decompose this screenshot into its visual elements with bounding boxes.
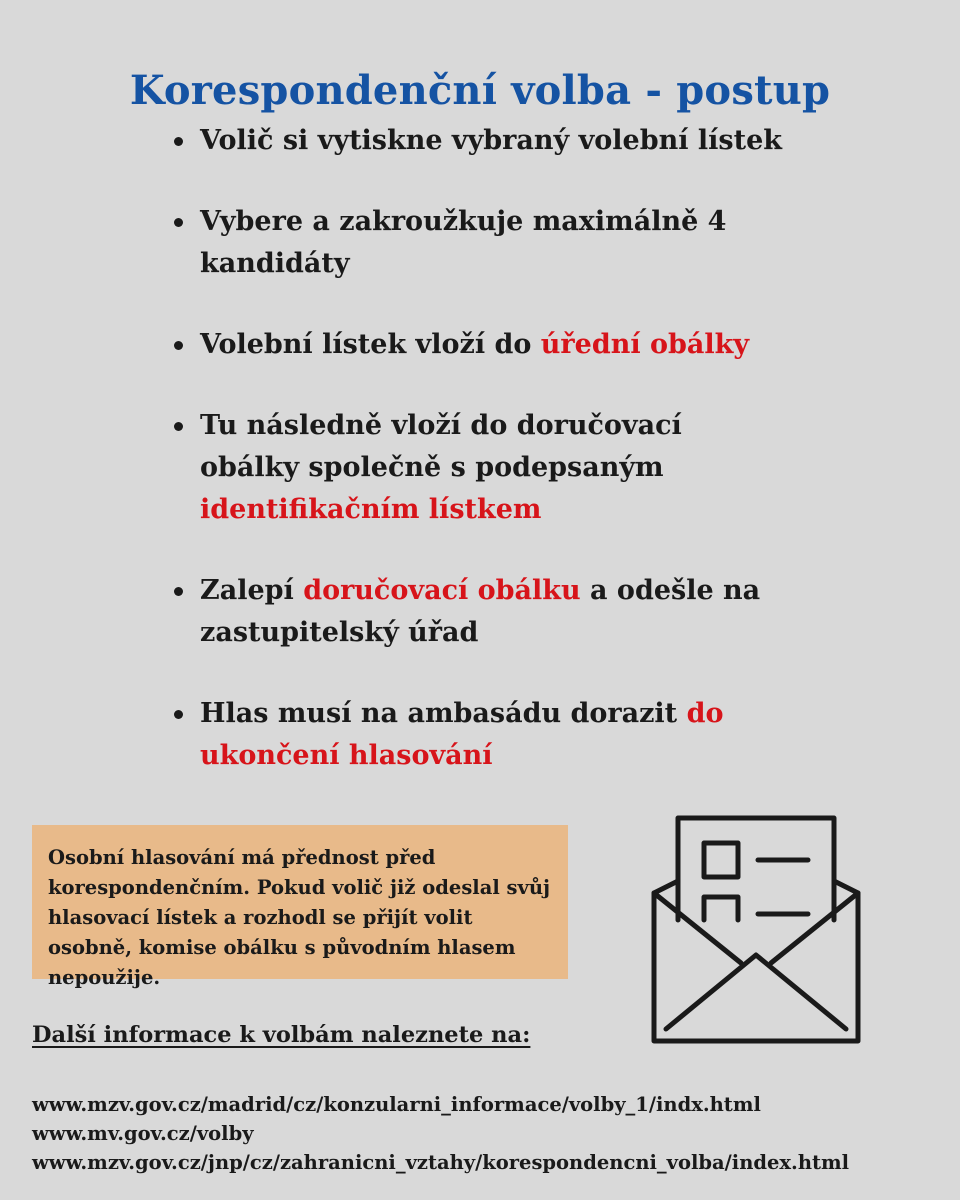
envelope-ballot-icon: [648, 815, 864, 1047]
step-text: Vybere a zakroužkuje maximálně 4 kandidáty: [200, 206, 727, 279]
step-seal-and-send: [200, 570, 790, 654]
step-highlight: doručovací obálku: [303, 575, 581, 606]
step-insert-official-envelope: [200, 324, 790, 366]
link-mzv-madrid[interactable]: www.mzv.gov.cz/madrid/cz/konzularni_informace/volby_1/indx.html: [32, 1093, 761, 1116]
step-deadline: [200, 693, 790, 777]
step-insert-delivery-envelope: [200, 405, 790, 531]
notice-box: Osobní hlasování má přednost před korespondenčním. Pokud volič již odeslal svůj hlasovací lístek a rozhodl se přijít volit osobně, komise obálku s původním hlasem nepoužije.: [32, 825, 568, 979]
step-text: Volič si vytiskne vybraný volební lístek: [200, 125, 782, 156]
step-text: Tu následně vloží do doručovací obálky společně s podepsaným: [200, 410, 682, 483]
step-text: Zalepí: [200, 575, 304, 606]
step-text: a odešle na zastupitelský úřad: [200, 575, 761, 648]
step-text: Volební lístek vloží do: [200, 329, 541, 360]
step-print-ballot: [200, 120, 790, 162]
steps-list: [200, 120, 790, 777]
step-circle-candidates: [200, 201, 790, 285]
links-list: [32, 1090, 952, 1177]
step-highlight: identifikačním lístkem: [200, 494, 542, 525]
step-highlight: do ukončení hlasování: [200, 698, 724, 771]
page-title: Korespondenční volba - postup: [129, 66, 831, 114]
link-mv-volby[interactable]: www.mv.gov.cz/volby: [32, 1122, 254, 1145]
link-mzv-korespondencni[interactable]: www.mzv.gov.cz/jnp/cz/zahranicni_vztahy/korespondencni_volba/index.html: [32, 1151, 850, 1174]
more-info-label: Další informace k volbám naleznete na:: [32, 1022, 531, 1048]
step-text: Hlas musí na ambasádu dorazit: [200, 698, 687, 729]
step-highlight: úřední obálky: [540, 329, 750, 360]
